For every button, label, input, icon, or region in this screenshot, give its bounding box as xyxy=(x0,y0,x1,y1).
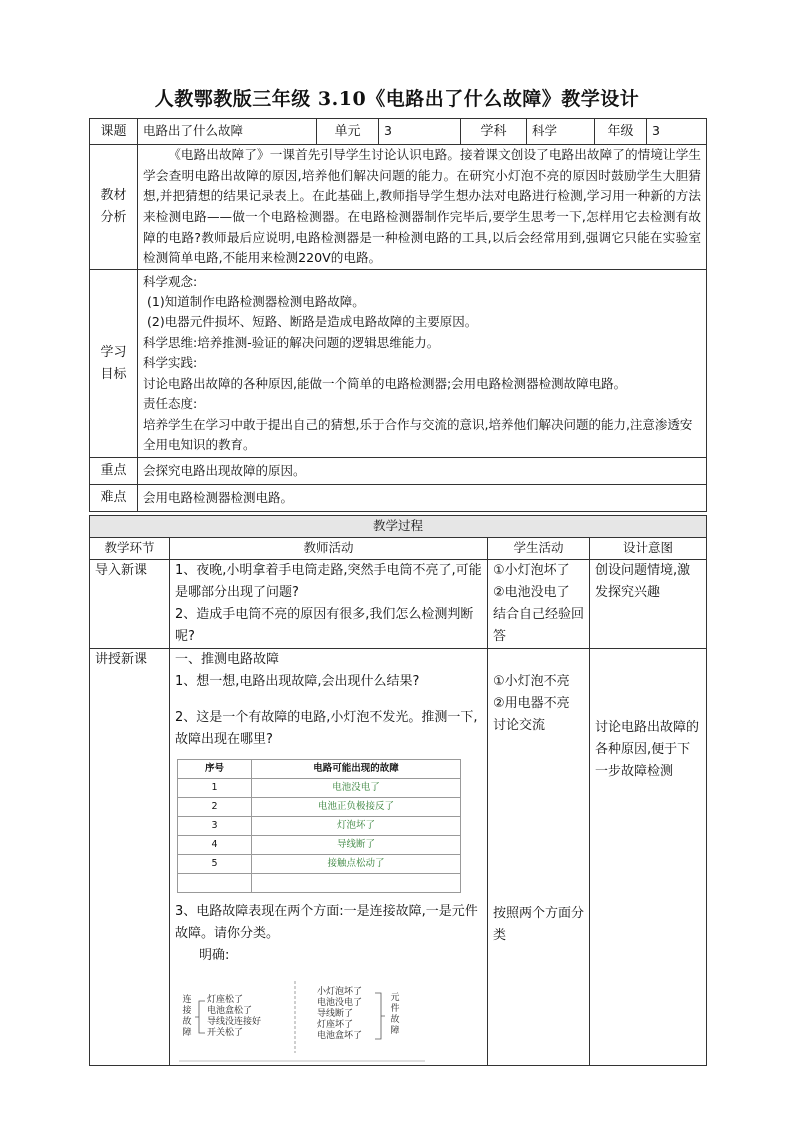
component-fault-list: 小灯泡坏了 电池没电了 导线断了 灯座坏了 电池盒坏了 xyxy=(317,986,363,1041)
intro-stage: 导入新课 xyxy=(90,559,170,648)
fault-no: 4 xyxy=(178,835,252,854)
unit-label: 单元 xyxy=(317,119,379,145)
goal-line: 培养学生在学习中敢于提出自己的猜想,乐于合作与交流的意识,培养他们解决问题的能力,注意渗透安全用电知识的教育。 xyxy=(143,416,693,452)
new-stage: 讲授新课 xyxy=(90,648,170,1065)
unit-value: 3 xyxy=(379,119,461,145)
fault-no: 5 xyxy=(178,854,252,873)
fault-no: 3 xyxy=(178,816,252,835)
difficulty-label: 难点 xyxy=(90,485,138,512)
clarify-label: 明确: xyxy=(199,947,230,963)
process-title: 教学过程 xyxy=(90,516,707,538)
topic-value: 电路出了什么故障 xyxy=(138,119,317,145)
analysis-text: 《电路出故障了》一课首先引导学生讨论认识电路。接着课文创设了电路出故障了的情境让学生学会查明电路出故障的原因,培养他们解决问题的能力。在研究小灯泡不亮的原因时鼓励学生大胆猜想,并把猜想的结果记录表上。在此基础上,教师指导学生想办法对电路进行检测,学习用一种新的方法来检测电路——做一个电路检测器。在电路检测器制作完毕后,要学生思考一下,怎样用它去检测有故障的电路?教师最后应说明,电路检测器是一种检测电路的工具,以后会经常用到,强调它只能在实验室检测简单电路,不能用来检测220V的电路。 xyxy=(138,145,707,270)
goal-line: (2)电器元件损坏、短路、断路是造成电路故障的主要原因。 xyxy=(147,314,478,330)
new-q1: 1、想一想,电路出现故障,会出现什么结果? xyxy=(175,673,420,689)
key-label: 重点 xyxy=(90,458,138,485)
new-student-a2: ②用电器不亮 xyxy=(493,695,570,711)
goals-label: 学习目标 xyxy=(90,270,138,458)
faults-table xyxy=(177,759,461,893)
process-table xyxy=(89,515,707,1066)
new-q2: 2、这是一个有故障的电路,小灯泡不发光。推测一下,故障出现在哪里? xyxy=(175,709,478,747)
goal-line: 责任态度: xyxy=(143,396,198,412)
new-student-a4: 按照两个方面分类 xyxy=(493,905,585,943)
fault-text: 灯泡坏了 xyxy=(252,816,461,835)
new-student-a1: ①小灯泡不亮 xyxy=(493,673,570,689)
fault-text xyxy=(252,873,461,892)
intro-teacher-cell xyxy=(170,559,488,648)
new-student-cell xyxy=(488,648,590,1065)
header-student: 学生活动 xyxy=(488,538,590,560)
difficulty-text: 会用电路检测器检测电路。 xyxy=(138,485,707,512)
key-text: 会探究电路出现故障的原因。 xyxy=(138,458,707,485)
new-intent-cell xyxy=(590,648,707,1065)
classification-diagram xyxy=(175,973,482,1065)
intro-intent: 创设问题情境,激发探究兴趣 xyxy=(590,559,707,648)
goal-line: 科学观念: xyxy=(143,273,198,289)
subject-value: 科学 xyxy=(527,119,595,145)
fault-no xyxy=(178,873,252,892)
page-title: 人教鄂教版三年级 3.10《电路出了什么故障》教学设计 xyxy=(154,88,640,110)
goal-line: (1)知道制作电路检测器检测电路故障。 xyxy=(147,294,365,310)
connection-fault-label: 连 接 故 障 xyxy=(182,994,192,1038)
intro-teacher-line: 2、造成手电筒不亮的原因有很多,我们怎么检测判断呢? xyxy=(175,606,474,644)
new-q3: 3、电路故障表现在两个方面:一是连接故障,一是元件故障。请你分类。 xyxy=(175,903,478,941)
analysis-label: 教材分析 xyxy=(90,145,138,270)
intro-student-line: 结合自己经验回答 xyxy=(493,606,585,644)
fault-text: 导线断了 xyxy=(252,835,461,854)
fault-text: 电池没电了 xyxy=(252,778,461,797)
header-teacher: 教师活动 xyxy=(170,538,488,560)
topic-label: 课题 xyxy=(90,119,138,145)
goal-line: 科学实践: xyxy=(143,355,198,371)
new-intent: 讨论电路出故障的各种原因,便于下一步故障检测 xyxy=(595,719,700,779)
info-table xyxy=(89,118,707,512)
fault-text: 电池正负极接反了 xyxy=(252,797,461,816)
new-heading: 一、推测电路故障 xyxy=(175,651,280,667)
faults-header-fault: 电路可能出现的故障 xyxy=(252,759,461,778)
intro-student-line: ①小灯泡坏了 xyxy=(493,562,570,578)
new-student-a3: 讨论交流 xyxy=(493,717,546,733)
intro-teacher-line: 1、夜晚,小明拿着手电筒走路,突然手电筒不亮了,可能是哪部分出现了问题? xyxy=(175,562,482,600)
grade-value: 3 xyxy=(647,119,707,145)
fault-text: 接触点松动了 xyxy=(252,854,461,873)
new-teacher-cell xyxy=(170,648,488,1065)
header-intent: 设计意图 xyxy=(590,538,707,560)
intro-student-cell xyxy=(488,559,590,648)
goal-line: 讨论电路出故障的各种原因,能做一个简单的电路检测器;会用电路检测器检测故障电路。 xyxy=(143,375,627,391)
fault-no: 1 xyxy=(178,778,252,797)
faults-header-no: 序号 xyxy=(178,759,252,778)
component-fault-label: 元 件 故 障 xyxy=(390,992,400,1036)
goals-cell xyxy=(138,270,707,458)
fault-no: 2 xyxy=(178,797,252,816)
connection-fault-list: 灯座松了 电池盒松了 导线没连接好 开关松了 xyxy=(207,994,262,1038)
intro-student-line: ②电池没电了 xyxy=(493,584,570,600)
header-stage: 教学环节 xyxy=(90,538,170,560)
grade-label: 年级 xyxy=(595,119,647,145)
subject-label: 学科 xyxy=(461,119,527,145)
goal-line: 科学思维:培养推测-验证的解决问题的逻辑思维能力。 xyxy=(143,334,440,350)
